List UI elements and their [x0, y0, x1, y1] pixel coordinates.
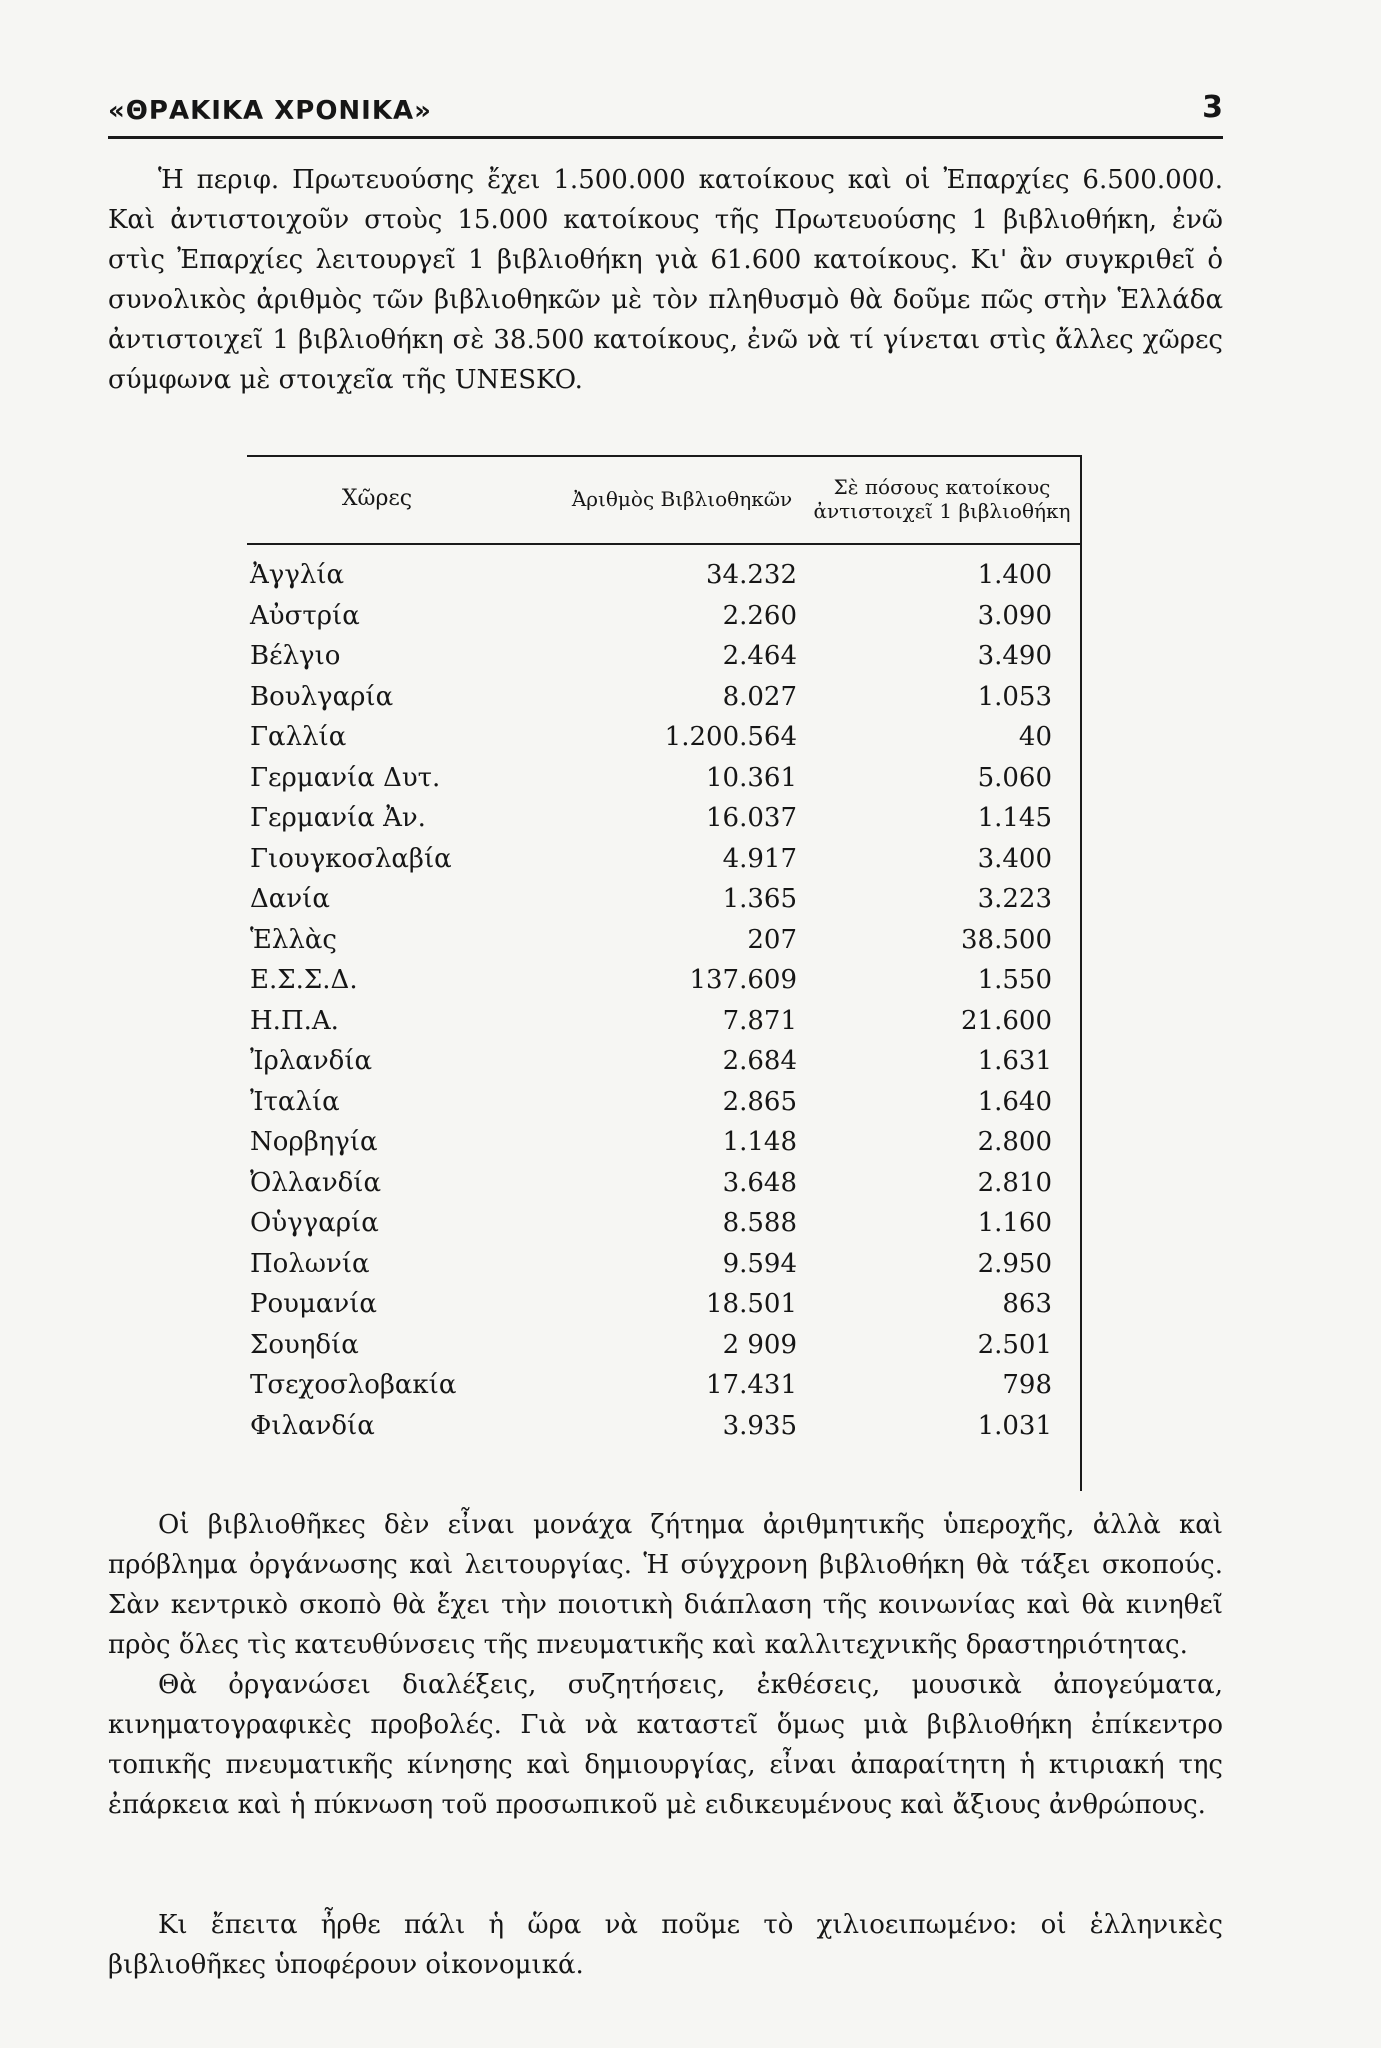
country-cell: Ἰρλανδία [250, 1046, 373, 1076]
libraries-cell: 1.200.564 [664, 722, 797, 752]
per-library-cell: 1.400 [977, 560, 1052, 590]
country-cell: Βέλγιο [250, 641, 341, 671]
table-row [232, 758, 1082, 798]
per-library-cell: 2.800 [977, 1127, 1052, 1157]
table-row [232, 677, 1082, 717]
table-row [232, 1041, 1082, 1081]
libraries-cell: 2 909 [722, 1329, 797, 1360]
country-cell: Σουηδία [250, 1329, 359, 1360]
table-row [232, 1406, 1082, 1446]
table-row [232, 920, 1082, 960]
libraries-cell: 1.365 [722, 884, 797, 914]
page-number: 3 [1202, 90, 1223, 125]
country-cell: Η.Π.Α. [250, 1005, 339, 1036]
country-cell: Ὀλλανδία [250, 1167, 382, 1198]
libraries-cell: 8.588 [722, 1208, 797, 1238]
country-cell: Ἰταλία [250, 1086, 340, 1117]
libraries-cell: 9.594 [722, 1248, 797, 1279]
per-library-cell: 2.810 [977, 1167, 1052, 1198]
per-library-cell: 1.160 [977, 1208, 1052, 1238]
libraries-cell: 7.871 [722, 1005, 797, 1036]
header-country: Χῶρες [341, 486, 413, 511]
libraries-cell: 17.431 [706, 1370, 797, 1400]
table-row [232, 1203, 1082, 1243]
per-library-cell: 5.060 [977, 762, 1052, 793]
per-library-cell: 3.090 [977, 600, 1052, 631]
per-library-cell: 2.950 [977, 1248, 1052, 1279]
per-library-cell: 1.145 [977, 803, 1052, 833]
per-library-cell: 40 [1018, 722, 1052, 752]
table-row [232, 1001, 1082, 1041]
per-library-cell: 38.500 [961, 924, 1052, 955]
per-library-cell: 3.400 [977, 843, 1052, 874]
table-row [232, 879, 1082, 919]
libraries-cell: 18.501 [706, 1289, 797, 1319]
country-cell: Νορβηγία [250, 1127, 378, 1157]
country-cell: Τσεχοσλοβακία [250, 1370, 457, 1400]
per-library-cell: 1.550 [977, 965, 1052, 995]
table-row [232, 960, 1082, 1000]
table-row [232, 798, 1082, 838]
libraries-cell: 207 [747, 924, 797, 955]
libraries-table [232, 455, 1082, 1491]
per-library-cell: 863 [1002, 1289, 1052, 1319]
libraries-cell: 8.027 [722, 681, 797, 712]
running-header [108, 90, 1223, 139]
country-cell: Ἑλλὰς [250, 924, 337, 955]
table-row [232, 1082, 1082, 1122]
libraries-cell: 10.361 [706, 762, 797, 793]
country-cell: Φιλανδία [250, 1410, 375, 1441]
table-row [232, 1244, 1082, 1284]
table-row [232, 1365, 1082, 1405]
country-cell: Οὑγγαρία [250, 1208, 379, 1238]
per-library-cell: 3.223 [977, 884, 1052, 914]
journal-title: «ΘΡΑΚΙΚΑ ΧΡΟΝΙΚΑ» [108, 96, 432, 126]
country-cell: Ἀγγλία [250, 560, 345, 590]
table-row [232, 596, 1082, 636]
table-row [232, 717, 1082, 757]
table-row [232, 839, 1082, 879]
libraries-cell: 2.684 [722, 1046, 797, 1076]
per-library-cell: 1.640 [977, 1086, 1052, 1117]
table-row [232, 555, 1082, 595]
per-library-cell: 21.600 [961, 1005, 1052, 1036]
country-cell: Ε.Σ.Σ.Δ. [250, 965, 358, 995]
libraries-cell: 3.935 [722, 1410, 797, 1441]
header-per-library: Σὲ πόσους κατοίκους ἀντιστοιχεῖ 1 βιβλιοθήκη [813, 475, 1071, 523]
libraries-cell: 16.037 [706, 803, 797, 833]
intro-paragraph: Ἡ περιφ. Πρωτευούσης ἔχει 1.500.000 κατοίκους καὶ οἱ Ἐπαρχίες 6.500.000. Καὶ ἀντιστοιχοῦν στοὺς 15.000 κατοίκους τῆς Πρωτευούσης 1 βιβλιοθήκη, ἐνῶ στὶς Ἐπαρχίες λειτουργεῖ 1 βιβλιοθήκη γιὰ 61.600 κατοίκους. Κι' ἂν συγκριθεῖ ὁ συνολικὸς ἀριθμὸς τῶν βιβλιοθηκῶν μὲ τὸν πληθυσμὸ θὰ δοῦμε πῶς στὴν Ἑλλάδα ἀντιστοιχεῖ 1 βιβλιοθήκη σὲ 38.500 κατοίκους, ἐνῶ νὰ τί γίνεται στὶς ἄλλες χῶρες σύμφωνα μὲ στοιχεῖα τῆς UNESKO. [108, 165, 1223, 395]
header-libraries: Ἀριθμὸς Βιβλιοθηκῶν [571, 487, 793, 511]
table-row [232, 636, 1082, 676]
libraries-cell: 137.609 [689, 965, 797, 995]
per-library-cell: 798 [1002, 1370, 1052, 1400]
libraries-cell: 2.865 [722, 1086, 797, 1117]
table-row [232, 1122, 1082, 1162]
per-library-cell: 1.031 [977, 1410, 1052, 1441]
paragraph-conclusion: Κι ἔπειτα ἦρθε πάλι ἡ ὥρα νὰ ποῦμε τὸ χιλιοειπωμένο: οἱ ἑλληνικὲς βιβλιοθῆκες ὑποφέρουν οἰκονομικά. [108, 1910, 1223, 1980]
libraries-cell: 1.148 [722, 1127, 797, 1157]
country-cell: Γαλλία [250, 722, 347, 752]
libraries-cell: 2.464 [722, 641, 797, 671]
country-cell: Πολωνία [250, 1248, 370, 1279]
libraries-cell: 34.232 [706, 560, 797, 590]
libraries-cell: 4.917 [722, 843, 797, 874]
country-cell: Βουλγαρία [250, 681, 394, 712]
table-header-rule [247, 543, 1082, 545]
libraries-cell: 2.260 [722, 600, 797, 631]
table-row [232, 1325, 1082, 1365]
per-library-cell: 1.053 [977, 681, 1052, 712]
country-cell: Ρουμανία [250, 1289, 377, 1319]
per-library-cell: 3.490 [977, 641, 1052, 671]
country-cell: Γερμανία Ἀν. [250, 803, 426, 833]
table-row [232, 1163, 1082, 1203]
per-library-cell: 2.501 [977, 1329, 1052, 1360]
table-row [232, 1284, 1082, 1324]
paragraph-libraries-organization: Οἱ βιβλιοθῆκες δὲν εἶναι μονάχα ζήτημα ἀριθμητικῆς ὑπεροχῆς, ἀλλὰ καὶ πρόβλημα ὀργάνωσης καὶ λειτουργίας. Ἡ σύγχρονη βιβλιοθήκη θὰ τάξει σκοπούς. Σὰν κεντρικὸ σκοπὸ θὰ ἔχει τὴν ποιοτικὴ διάπλαση τῆς κοινωνίας καὶ θὰ κινηθεῖ πρὸς ὅλες τὶς κατευθύνσεις τῆς πνευματικῆς καὶ καλλιτεχνικῆς δραστηριότητας. [108, 1510, 1223, 1660]
per-library-cell: 1.631 [977, 1046, 1052, 1076]
country-cell: Δανία [250, 884, 330, 914]
country-cell: Γερμανία Δυτ. [250, 762, 441, 793]
country-cell: Αὐστρία [250, 600, 360, 631]
country-cell: Γιουγκοσλαβία [250, 843, 452, 874]
paragraph-activities: Θὰ ὀργανώσει διαλέξεις, συζητήσεις, ἐκθέσεις, μουσικὰ ἀπογεύματα, κινηματογραφικὲς προβολές. Γιὰ νὰ καταστεῖ ὅμως μιὰ βιβλιοθήκη ἐπίκεντρο τοπικῆς πνευματικῆς κίνησης καὶ δημιουργίας, εἶναι ἀπαραίτητη ἡ κτιριακή της ἐπάρκεια καὶ ἡ πύκνωση τοῦ προσωπικοῦ μὲ ειδικευμένους καὶ ἄξιους ἀνθρώπους. [108, 1670, 1223, 1820]
libraries-cell: 3.648 [722, 1167, 797, 1198]
